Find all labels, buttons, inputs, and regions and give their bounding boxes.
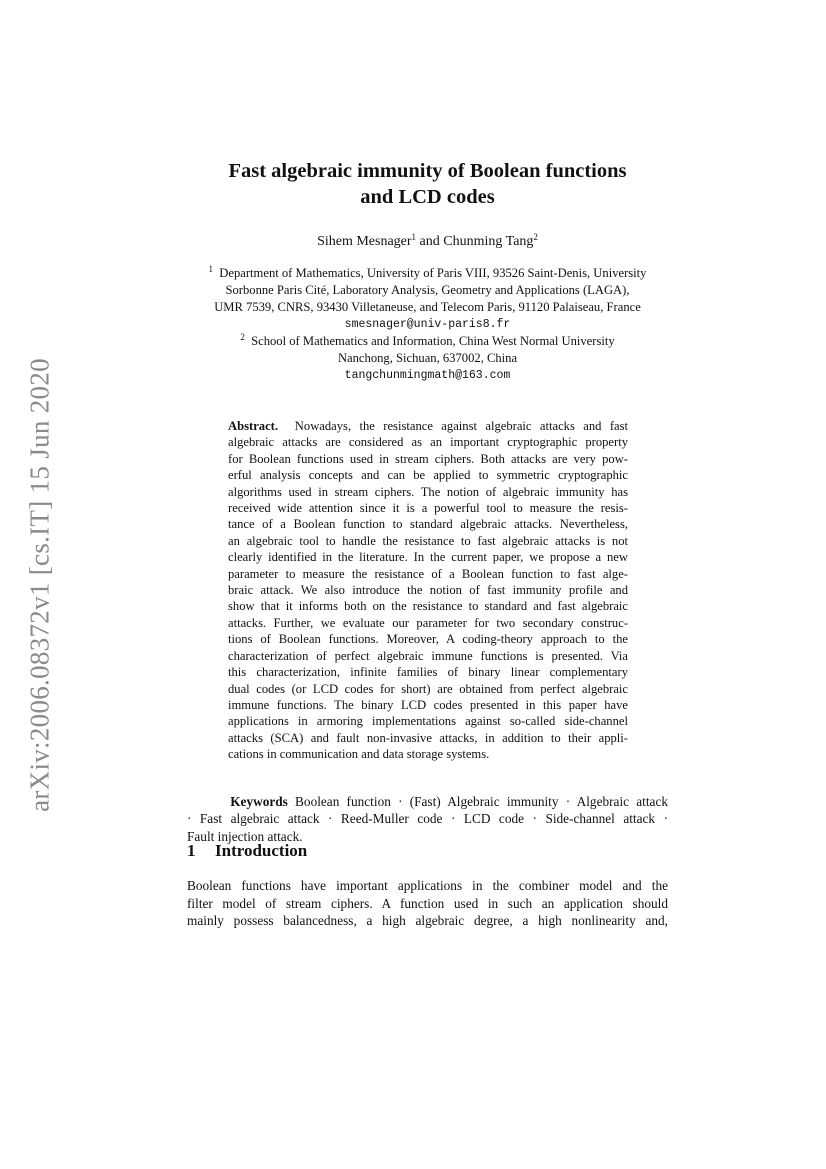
author-mesnager-mark: 1 bbox=[411, 232, 417, 242]
title-line-1: Fast algebraic immunity of Boolean functions bbox=[228, 160, 627, 182]
author-tang: Chunming Tang bbox=[443, 234, 534, 249]
affiliation-1-line-3: UMR 7539, CNRS, 93430 Villetaneuse, and Telecom Paris, 91120 Palaiseau, France bbox=[214, 300, 641, 314]
paper-title bbox=[180, 158, 675, 210]
abstract-line: dual codes (or LCD codes for short) are obtained from perfect algebraic bbox=[228, 681, 628, 696]
abstract-line: Abstract. Nowadays, the resistance against algebraic attacks and fast bbox=[228, 419, 629, 433]
affiliation-2-line-1: $^2$ School of Mathematics and Information, China West Normal University bbox=[240, 332, 615, 348]
affiliation-1-mark: 1 bbox=[208, 264, 213, 274]
intro-line: filter model of stream ciphers. A function used in such an application should bbox=[187, 895, 668, 911]
abstract-line: tions of Boolean functions. Moreover, A coding-theory approach to the bbox=[228, 632, 628, 647]
affiliation-1-email[interactable]: smesnager@univ-paris8.fr bbox=[344, 318, 511, 331]
abstract-line: parameter to measure the resistance of a Boolean function to fast alge- bbox=[228, 566, 628, 581]
keywords bbox=[187, 793, 668, 845]
title-line-2: and LCD codes bbox=[360, 186, 495, 208]
abstract-label: Abstract. bbox=[228, 419, 279, 433]
affiliation-2-email[interactable]: tangchunmingmath@163.com bbox=[344, 369, 511, 382]
abstract-line: received wide attention since it is a powerful tool to measure the resis- bbox=[228, 501, 628, 516]
affiliation-2-mark: 2 bbox=[240, 332, 245, 342]
abstract-line: algorithms used in stream ciphers. The notion of algebraic immunity has bbox=[228, 484, 628, 499]
introduction-body bbox=[187, 877, 668, 930]
author-conjunction: and bbox=[416, 234, 444, 249]
affiliations bbox=[180, 265, 675, 384]
affiliation-1-line-1: $^1$ Department of Mathematics, University of Paris VIII, 93526 Saint-Denis, University bbox=[208, 264, 647, 280]
abstract-line: characterization of perfect algebraic immune functions is presented. Via bbox=[228, 648, 628, 663]
arxiv-stamp: arXiv:2006.08372v1 [cs.IT] 15 Jun 2020 bbox=[24, 358, 55, 812]
keywords-line-3: Fault injection attack. bbox=[187, 828, 303, 844]
author-mesnager: Sihem Mesnager bbox=[317, 234, 412, 249]
abstract-line: attacks (SCA) and fault non-invasive attacks, in addition to their appli- bbox=[228, 730, 628, 745]
abstract-line: immune functions. The binary LCD codes presented in this paper have bbox=[228, 697, 628, 712]
section-heading-introduction bbox=[187, 841, 307, 861]
intro-line: mainly possess balancedness, a high algebraic degree, a high nonlinearity and, bbox=[187, 913, 668, 929]
section-title: Introduction bbox=[215, 841, 308, 860]
abstract-line: show that it informs both on the resistance to standard and fast algebraic bbox=[228, 599, 628, 614]
abstract-line: erful analysis concepts and can be applied to symmetric cryptographic bbox=[228, 468, 628, 483]
abstract-line: cations in communication and data storage systems. bbox=[228, 747, 490, 762]
abstract-line: an algebraic tool to handle the resistance to fast algebraic attacks is not bbox=[228, 533, 628, 548]
intro-line: Boolean functions have important applications in the combiner model and the bbox=[187, 878, 668, 893]
abstract bbox=[228, 418, 628, 763]
abstract-line: this characterization, infinite families of binary linear complementary bbox=[228, 665, 628, 680]
abstract-line: applications in armoring implementations against so-called side-channel bbox=[228, 714, 628, 729]
author-list bbox=[180, 234, 675, 250]
affiliation-1-line-2: Sorbonne Paris Cité, Laboratory Analysis, Geometry and Applications (LAGA), bbox=[225, 283, 630, 297]
author-tang-mark: 2 bbox=[533, 232, 538, 242]
abstract-line: attacks. Further, we evaluate our parameter for two secondary construc- bbox=[228, 615, 628, 630]
section-number: 1 bbox=[187, 841, 196, 860]
abstract-line: for Boolean functions used in stream ciphers. Both attacks are very pow- bbox=[228, 451, 628, 466]
abstract-line: clearly identified in the literature. In the current paper, we propose a new bbox=[228, 550, 628, 565]
keywords-line-1: Keywords Boolean function · (Fast) Algebraic immunity · Algebraic attack bbox=[230, 794, 668, 809]
abstract-line: algebraic attacks are considered as an important cryptographic property bbox=[228, 435, 628, 450]
keywords-line-2: · Fast algebraic attack · Reed-Muller code · LCD code · Side-channel attack · bbox=[187, 811, 668, 827]
abstract-line: tance of a Boolean function to standard algebraic attacks. Nevertheless, bbox=[228, 517, 628, 532]
keywords-label: Keywords bbox=[230, 794, 288, 809]
affiliation-2-line-2: Nanchong, Sichuan, 637002, China bbox=[337, 351, 518, 365]
abstract-line: braic attack. We also introduce the notion of fast immunity profile and bbox=[228, 583, 628, 598]
